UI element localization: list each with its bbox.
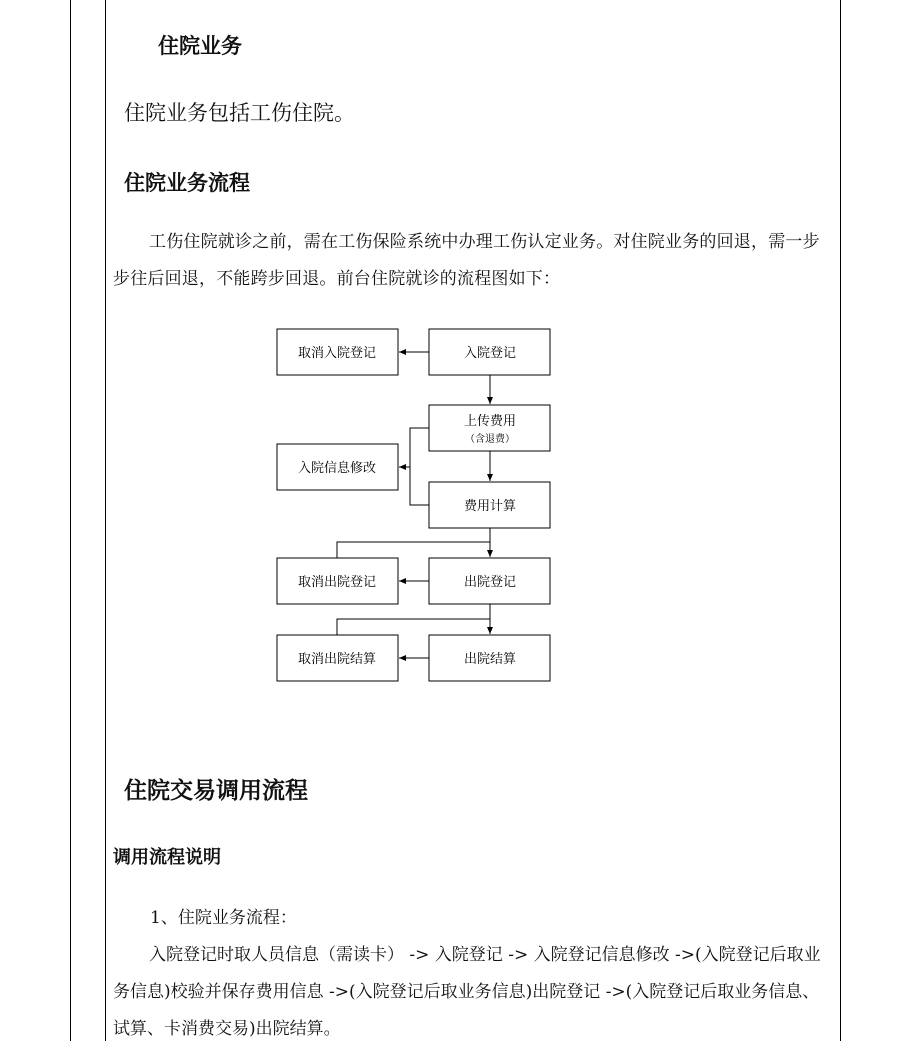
flow-node-cancel-settlement: [277, 635, 398, 681]
flow-label-upload-fees-note: （含退费）: [465, 434, 515, 445]
flow-label-fee-calc: 费用计算: [463, 499, 517, 514]
heading-inpatient-call-flow: 住院交易调用流程: [124, 778, 308, 804]
flow-node-upload-fees: [429, 405, 550, 451]
heading-call-flow-description: 调用流程说明: [113, 847, 221, 868]
connector-upload-calc-to-modify: [410, 428, 429, 505]
flow-node-settlement: [429, 635, 550, 681]
flow-label-admission: 入院登记: [463, 346, 517, 361]
flow-label-cancel-settlement: 取消出院结算: [297, 652, 377, 667]
flow-node-discharge: [429, 558, 550, 604]
flow-label-upload-fees: 上传费用: [463, 414, 517, 429]
call-flow-paragraph: 入院登记时取人员信息（需读卡） -> 入院登记 -> 入院登记信息修改 ->(入院登记后取业务信息)校验并保存费用信息 ->(入院登记后取业务信息)出院登记 ->(入院登记后取业务信息、试算、卡消费交易)出院结算。: [113, 945, 821, 1039]
heading-inpatient-business: 住院业务: [158, 34, 242, 58]
flow-node-admission: [429, 329, 550, 375]
list-item-inpatient-process: 1、住院业务流程：: [150, 908, 297, 928]
flow-label-settlement: 出院结算: [463, 652, 517, 667]
connector-cancel-discharge-loop: [337, 542, 490, 558]
flow-label-cancel-admission: 取消入院登记: [297, 346, 377, 361]
intro-paragraph: 住院业务包括工伤住院。: [124, 101, 355, 125]
flow-description-paragraph: 工伤住院就诊之前，需在工伤保险系统中办理工伤认定业务。对住院业务的回退，需一步步往后回退，不能跨步回退。前台住院就诊的流程图如下：: [113, 232, 820, 289]
connector-cancel-settlement-loop: [337, 619, 490, 635]
flow-label-discharge: 出院登记: [463, 575, 517, 590]
flow-node-cancel-admission: [277, 329, 398, 375]
flow-node-fee-calc: [429, 482, 550, 528]
flow-label-cancel-discharge: 取消出院登记: [297, 575, 377, 590]
flow-node-cancel-discharge: [277, 558, 398, 604]
flow-label-modify-admission: 入院信息修改: [297, 461, 377, 476]
heading-inpatient-process: 住院业务流程: [124, 171, 250, 195]
flow-node-modify-admission: [277, 444, 398, 490]
